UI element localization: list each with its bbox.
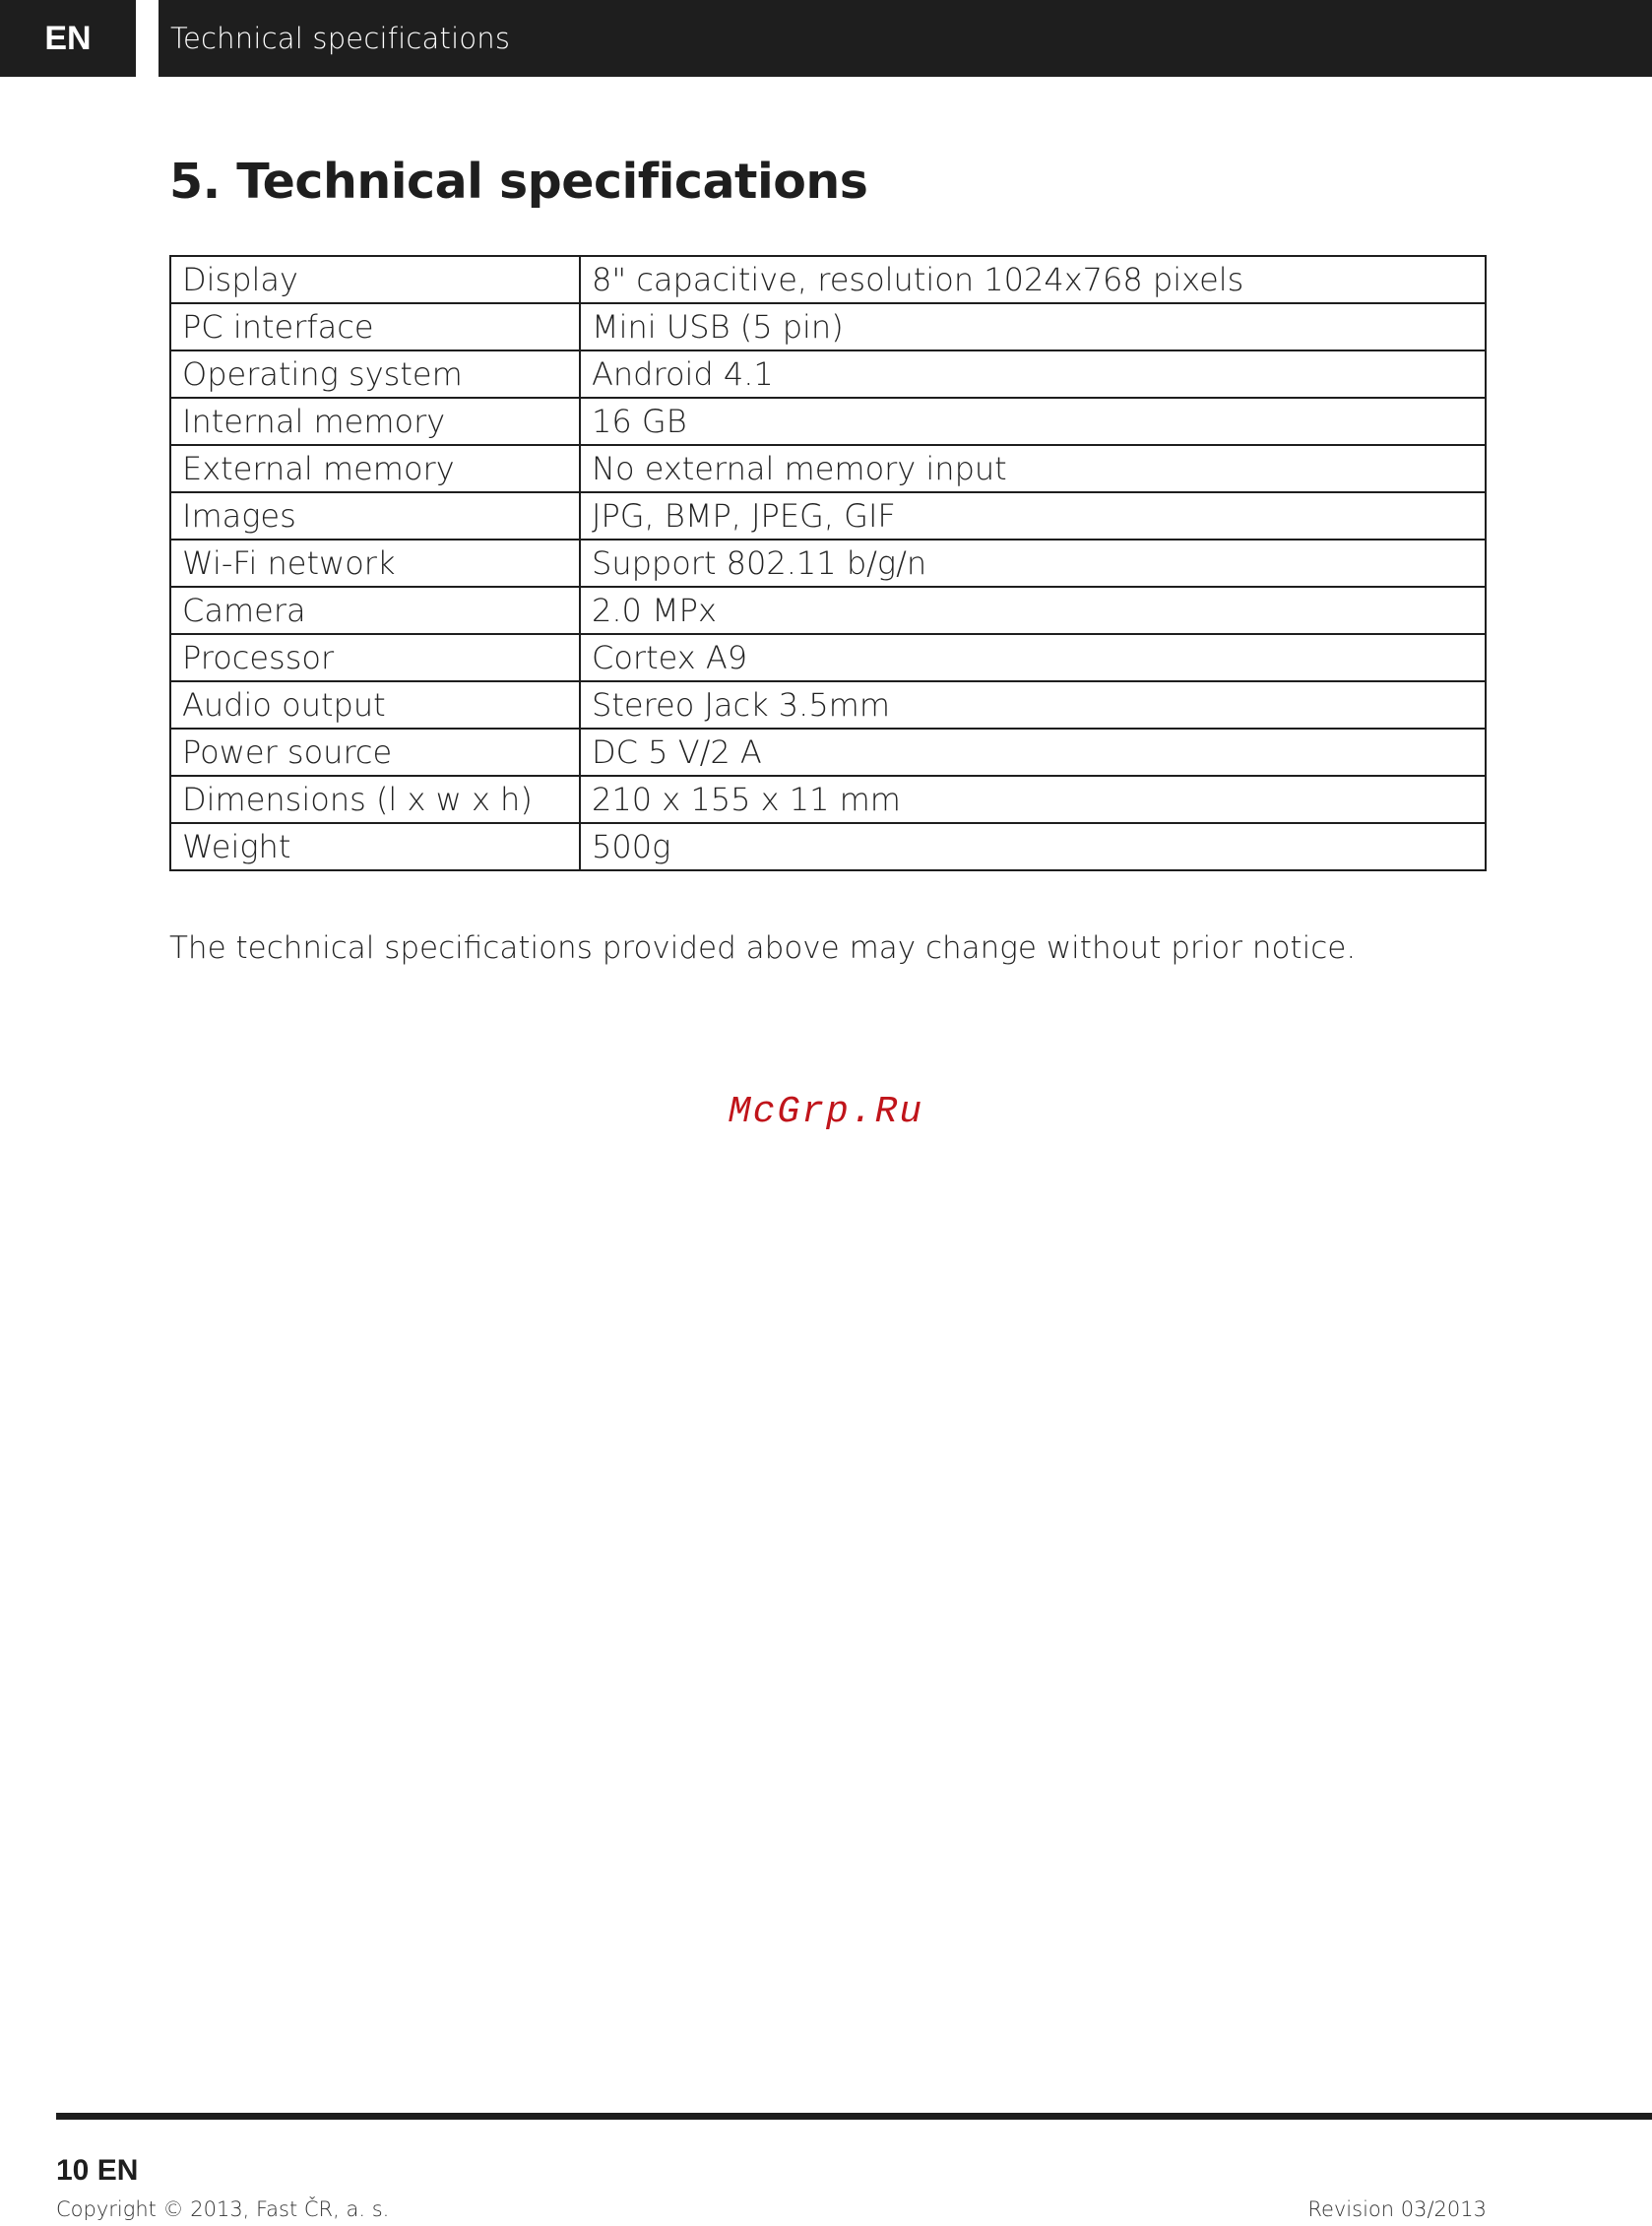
spec-row bbox=[170, 729, 1486, 776]
spec-value: DC 5 V/2 A bbox=[580, 729, 1486, 776]
header-section-title: Technical specifications bbox=[170, 22, 511, 55]
spec-label: Internal memory bbox=[170, 398, 580, 445]
spec-label: Dimensions (l x w x h) bbox=[170, 776, 580, 823]
language-badge: EN bbox=[0, 0, 136, 77]
spec-label: Display bbox=[170, 256, 580, 303]
spec-row bbox=[170, 350, 1486, 398]
spec-row bbox=[170, 445, 1486, 492]
spec-label: Camera bbox=[170, 587, 580, 634]
page-title: 5. Technical specifications bbox=[169, 154, 868, 210]
spec-label: PC interface bbox=[170, 303, 580, 350]
revision-text: Revision 03/2013 bbox=[1307, 2197, 1487, 2221]
spec-row bbox=[170, 587, 1486, 634]
spec-value: 16 GB bbox=[580, 398, 1486, 445]
spec-label: Audio output bbox=[170, 681, 580, 729]
spec-row bbox=[170, 303, 1486, 350]
spec-row bbox=[170, 256, 1486, 303]
spec-row bbox=[170, 634, 1486, 681]
spec-value: 500g bbox=[580, 823, 1486, 870]
spec-row bbox=[170, 823, 1486, 870]
spec-row bbox=[170, 681, 1486, 729]
spec-disclaimer: The technical specifications provided above may change without prior notice. bbox=[169, 930, 1357, 966]
spec-value: Cortex A9 bbox=[580, 634, 1486, 681]
spec-label: Weight bbox=[170, 823, 580, 870]
spec-value: Stereo Jack 3.5mm bbox=[580, 681, 1486, 729]
footer-divider bbox=[56, 2113, 1652, 2120]
spec-label: Processor bbox=[170, 634, 580, 681]
spec-row bbox=[170, 776, 1486, 823]
spec-value: 8" capacitive, resolution 1024x768 pixels bbox=[580, 256, 1486, 303]
spec-row bbox=[170, 398, 1486, 445]
copyright-text: Copyright © 2013, Fast ČR, a. s. bbox=[56, 2197, 390, 2221]
header-bar bbox=[159, 0, 1652, 77]
spec-value: No external memory input bbox=[580, 445, 1486, 492]
spec-row bbox=[170, 540, 1486, 587]
spec-value: Mini USB (5 pin) bbox=[580, 303, 1486, 350]
page-number: 10 EN bbox=[56, 2154, 139, 2187]
spec-value: 210 x 155 x 11 mm bbox=[580, 776, 1486, 823]
watermark: McGrp.Ru bbox=[728, 1091, 924, 1133]
spec-value: Android 4.1 bbox=[580, 350, 1486, 398]
spec-value: JPG, BMP, JPEG, GIF bbox=[580, 492, 1486, 540]
spec-label: Operating system bbox=[170, 350, 580, 398]
spec-label: Wi-Fi network bbox=[170, 540, 580, 587]
spec-value: 2.0 MPx bbox=[580, 587, 1486, 634]
spec-value: Support 802.11 b/g/n bbox=[580, 540, 1486, 587]
spec-label: External memory bbox=[170, 445, 580, 492]
spec-label: Power source bbox=[170, 729, 580, 776]
spec-row bbox=[170, 492, 1486, 540]
spec-label: Images bbox=[170, 492, 580, 540]
spec-table bbox=[169, 255, 1487, 871]
